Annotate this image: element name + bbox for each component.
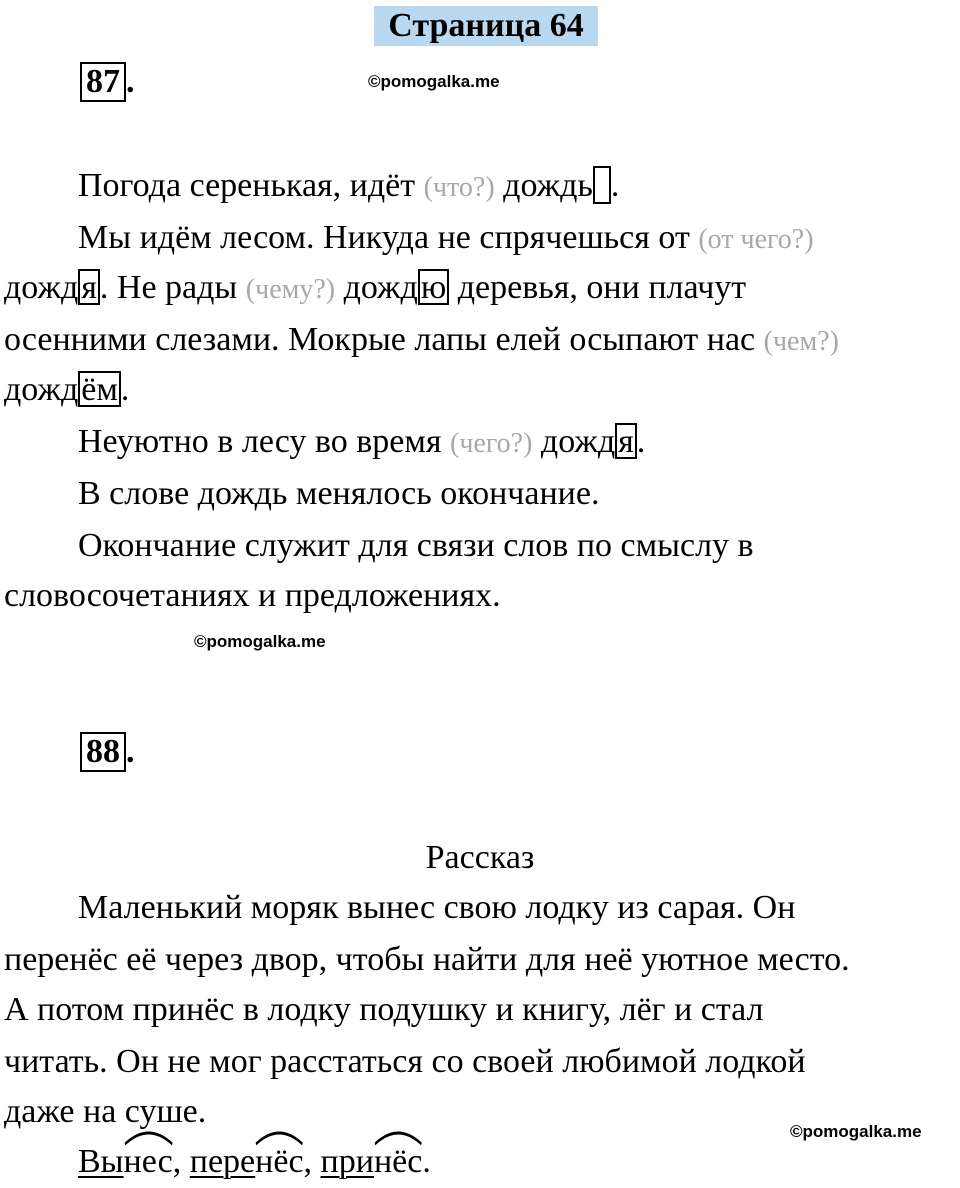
word-root: нёс bbox=[374, 1136, 422, 1188]
exercise-87-number bbox=[80, 62, 135, 102]
morpheme-analysis-line: Вы нес, пере нёс, при нёс. bbox=[78, 1136, 431, 1188]
watermark: ©pomogalka.me bbox=[194, 632, 326, 651]
exercise-number-dot: . bbox=[126, 63, 135, 100]
root-arc-icon bbox=[124, 1128, 173, 1146]
word-prefix: Вы bbox=[78, 1143, 124, 1180]
word-ending-box: я bbox=[615, 423, 637, 459]
text-line: Маленький моряк вынес свою лодку из сарая. Он bbox=[78, 889, 796, 926]
word-ending-box bbox=[593, 166, 611, 204]
text-line: перенёс её через двор, чтобы найти для неё уютное место. bbox=[4, 941, 850, 978]
question-hint: (что?) bbox=[423, 172, 495, 203]
text-line: Погода серенькая, идёт (что?) дождь . bbox=[78, 167, 620, 204]
text-line: Мы идём лесом. Никуда не спрячешься от (от чего?) bbox=[78, 219, 814, 256]
question-hint: (чему?) bbox=[245, 274, 336, 305]
exercise-number-box: 87 bbox=[80, 62, 126, 102]
question-hint: (чего?) bbox=[450, 428, 533, 459]
word-prefix: при bbox=[320, 1143, 374, 1180]
exercise-88-number bbox=[80, 732, 135, 772]
question-hint: (чем?) bbox=[763, 326, 839, 357]
page-title: Страница 64 bbox=[374, 6, 598, 46]
word-root: нес bbox=[124, 1136, 173, 1188]
watermark: ©pomogalka.me bbox=[790, 1122, 922, 1141]
word-ending-box: ю bbox=[418, 269, 449, 305]
story-title: Рассказ bbox=[425, 839, 535, 876]
text-line: словосочетаниях и предложениях. bbox=[4, 577, 501, 614]
text-line: А потом принёс в лодку подушку и книгу, лёг и стал bbox=[4, 991, 764, 1028]
watermark: ©pomogalka.me bbox=[368, 72, 500, 91]
word-ending-box: я bbox=[78, 269, 100, 305]
question-hint: (от чего?) bbox=[698, 224, 814, 255]
text-line: Неуютно в лесу во время (чего?) дождя. bbox=[78, 423, 646, 460]
word-prefix: пере bbox=[189, 1143, 256, 1180]
exercise-number-dot: . bbox=[126, 733, 135, 770]
text-line: даже на суше. bbox=[4, 1093, 207, 1130]
text-line: Окончание служит для связи слов по смыслу в bbox=[78, 527, 754, 564]
word-root: нёс bbox=[255, 1136, 303, 1188]
text-line: дождём. bbox=[4, 371, 130, 408]
exercise-number-box: 88 bbox=[80, 732, 126, 772]
word-ending-box: ём bbox=[78, 371, 121, 407]
text-line: осенними слезами. Мокрые лапы елей осыпают нас (чем?) bbox=[4, 321, 839, 358]
text-line: В слове дождь менялось окончание. bbox=[78, 475, 600, 512]
root-arc-icon bbox=[255, 1128, 303, 1146]
text-line: читать. Он не мог расстаться со своей любимой лодкой bbox=[4, 1043, 806, 1080]
text-line: дождя. Не рады (чему?) дождю деревья, они плачут bbox=[4, 269, 747, 306]
root-arc-icon bbox=[374, 1128, 422, 1146]
